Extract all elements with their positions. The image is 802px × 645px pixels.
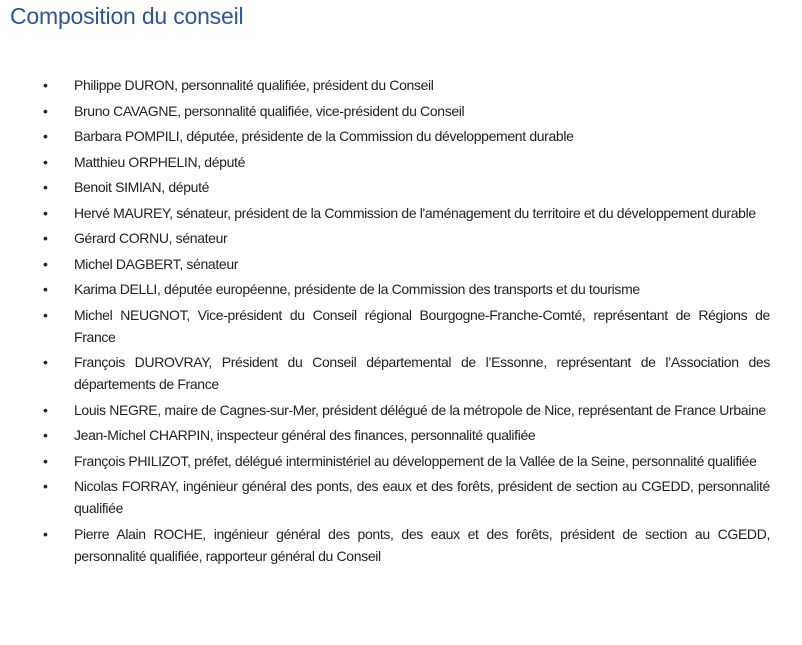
member-item <box>0 176 770 198</box>
bullet-icon: • <box>43 102 48 119</box>
member-text: Matthieu ORPHELIN, député <box>74 153 246 170</box>
member-item <box>0 151 770 173</box>
member-text: Michel NEUGNOT, Vice-président du Conseil régional Bourgogne-Franche-Comté, représentant de Régions de France <box>74 306 770 345</box>
member-item <box>0 399 770 421</box>
bullet-icon: • <box>43 427 48 443</box>
member-item <box>0 100 770 122</box>
bullet-icon: • <box>43 128 48 144</box>
member-text: François PHILIZOT, préfet, délégué interministériel au développement de la Vallée de la Seine, personnalité qualifiée <box>74 452 757 469</box>
member-text: Bruno CAVAGNE, personnalité qualifiée, vice-président du Conseil <box>74 102 465 119</box>
member-item <box>0 351 770 395</box>
member-list <box>0 74 802 570</box>
member-item <box>0 450 770 472</box>
member-text: Nicolas FORRAY, ingénieur général des ponts, des eaux et des forêts, président de section au CGEDD, personnalité qualifiée <box>74 478 770 516</box>
bullet-icon: • <box>43 478 48 494</box>
bullet-icon: • <box>43 77 48 93</box>
member-item <box>0 227 770 249</box>
member-item <box>0 253 770 275</box>
member-item <box>0 523 770 567</box>
member-text: Jean-Michel CHARPIN, inspecteur général des finances, personnalité qualifiée <box>74 427 536 443</box>
member-item <box>0 202 770 224</box>
member-item <box>0 125 770 147</box>
member-text: Pierre Alain ROCHE, ingénieur général des ponts, des eaux et des forêts, président de section au CGEDD, personnalité qualifiée, rapporteur général du Conseil <box>74 525 770 564</box>
member-text: Barbara POMPILI, députée, présidente de la Commission du développement durable <box>74 128 574 144</box>
member-item <box>0 74 770 96</box>
bullet-icon: • <box>43 401 48 418</box>
member-text: Karima DELLI, députée européenne, présidente de la Commission des transports et du tourisme <box>74 281 640 297</box>
bullet-icon: • <box>43 153 48 170</box>
page-title: Composition du conseil <box>10 3 244 29</box>
bullet-icon: • <box>43 452 48 469</box>
bullet-icon: • <box>43 230 48 246</box>
bullet-icon: • <box>43 354 48 370</box>
bullet-icon: • <box>43 281 48 297</box>
member-text: Michel DAGBERT, sénateur <box>74 255 239 272</box>
member-item <box>0 304 770 348</box>
bullet-icon: • <box>43 306 48 323</box>
member-text: Louis NEGRE, maire de Cagnes-sur-Mer, président délégué de la métropole de Nice, représentant de France Urbaine <box>74 401 766 418</box>
member-item <box>0 475 770 519</box>
member-text: Philippe DURON, personnalité qualifiée, président du Conseil <box>74 77 434 93</box>
member-text: Gérard CORNU, sénateur <box>74 230 228 246</box>
bullet-icon: • <box>43 255 48 272</box>
member-text: François DUROVRAY, Président du Conseil départemental de l’Essonne, représentant de l’Association des départements de France <box>74 354 770 392</box>
member-item <box>0 278 770 300</box>
member-text: Hervé MAUREY, sénateur, président de la Commission de l'aménagement du territoire et du développement durable <box>74 204 756 221</box>
member-item <box>0 424 770 446</box>
bullet-icon: • <box>43 179 48 195</box>
bullet-icon: • <box>43 525 48 542</box>
bullet-icon: • <box>43 204 48 221</box>
member-text: Benoit SIMIAN, député <box>74 179 210 195</box>
